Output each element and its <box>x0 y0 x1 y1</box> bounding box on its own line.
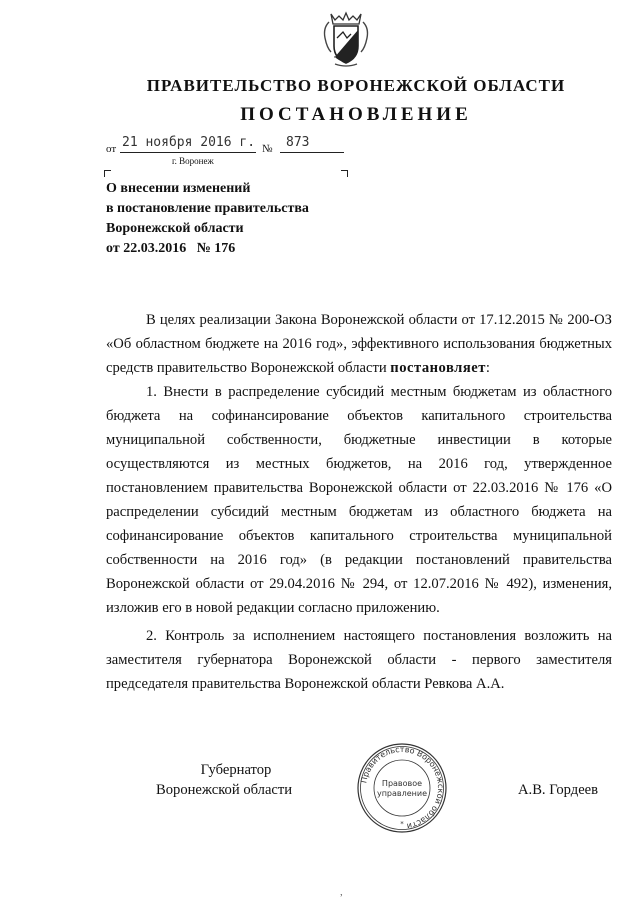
svg-text:*: * <box>400 820 404 828</box>
document-number: 873 <box>286 135 310 150</box>
subject-block <box>106 179 309 259</box>
bracket-left-icon <box>104 170 111 177</box>
stamp-center-line: Правовое <box>381 779 423 788</box>
item-2-paragraph <box>106 624 612 696</box>
page-mark: , <box>340 886 343 898</box>
intro-paragraph <box>106 308 612 380</box>
subject-line: О внесении изменений <box>106 181 251 196</box>
subject-line: Воронежской области <box>106 221 244 236</box>
city: г. Воронеж <box>172 156 214 166</box>
intro-text: В целях реализации Закона Воронежской области от 17.12.2015 № 200-ОЗ «Об областном бюджете на 2016 год», эффективного использования бюджетных средств правительство Воронежской области <box>106 312 612 376</box>
item-1-text: 1. Внести в распределение субсидий местным бюджетам из областного бюджета на софинансирование объектов капитального строительства муниципальной собственности, бюджетные инвестиции в которые осуществляются из местных бюджетов, на 2016 год, утвержденное постановлением правительства Воронежской области от 22.03.2016 № 176 «О распределении субсидий местным бюджетам из областного бюджета на софинансирование объектов капитального строительства муниципальной собственности на 2016 год» (в редакции постановлений правительства Воронежской области от 29.04.2016 № 294, от 12.07.2016 № 492), изменения, изложив его в новой редакции согласно приложению. <box>106 384 612 616</box>
organization-title: ПРАВИТЕЛЬСТВО ВОРОНЕЖСКОЙ ОБЛАСТИ <box>146 76 566 95</box>
subject-line: от 22.03.2016 № 176 <box>106 241 236 256</box>
stamp-center-line: управление <box>376 789 428 798</box>
date-prefix: от <box>106 143 117 155</box>
official-stamp-icon <box>356 742 448 834</box>
signature-title-line: Воронежской области <box>156 782 293 798</box>
item-2-text: 2. Контроль за исполнением настоящего постановления возложить на заместителя губернатора Воронежской области - первого заместителя председателя правительства Воронежской области Ревкова А.А. <box>106 628 612 692</box>
document-type: ПОСТАНОВЛЕНИЕ <box>240 104 472 125</box>
item-1-paragraph <box>106 380 612 620</box>
coat-of-arms-icon <box>321 8 371 68</box>
subject-line: в постановление правительства <box>106 201 309 216</box>
signature-title-second <box>156 780 292 800</box>
number-prefix: № <box>262 143 273 155</box>
document-date: 21 ноября 2016 г. <box>122 135 256 150</box>
signature-title <box>180 760 292 780</box>
bracket-right-icon <box>341 170 348 177</box>
signature-name: А.В. Гордеев <box>518 782 599 798</box>
signature-title-line: Губернатор <box>200 762 272 778</box>
intro-end: : <box>485 360 490 376</box>
stamp-ring-text: Правительство Воронежской области <box>359 744 446 831</box>
intro-bold: постановляет <box>390 360 486 376</box>
